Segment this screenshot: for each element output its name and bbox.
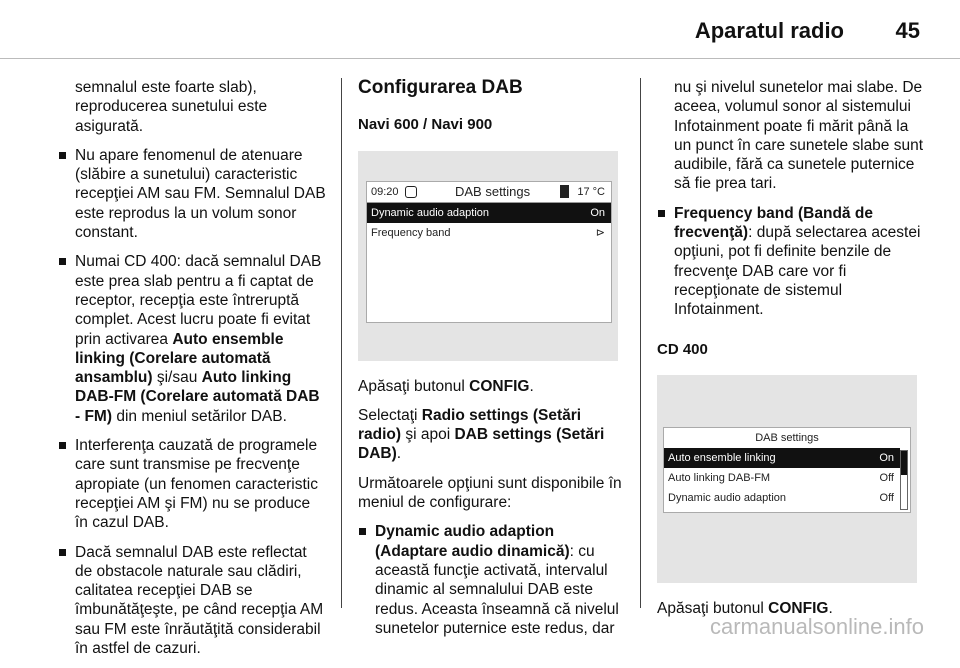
page-number: 45 [895, 18, 920, 43]
bullet-square-icon [59, 549, 66, 556]
column-divider [640, 78, 641, 608]
menu-name: Radio settings (Setări radio) [358, 406, 582, 444]
option-name: Auto linking DAB-FM (Corelare automată DAB - FM) [75, 369, 320, 425]
bullet-text: Numai CD 400: dacă semnalul DAB este prea slab pentru a fi captat de receptor, recepţia este întreruptă complet. Acest lucru poate fi evitat prin activarea [75, 253, 322, 348]
column-left [58, 78, 326, 668]
menu-row-label: Dynamic audio adaption [371, 206, 490, 219]
bullet-square-icon [59, 152, 66, 159]
menu-row-frequency-band[interactable] [367, 223, 611, 243]
navi-screen-illustration [358, 151, 618, 361]
menu-row-dynamic-audio[interactable] [664, 488, 900, 508]
paragraph-text: . [529, 377, 534, 395]
section-title: Aparatul radio [694, 18, 844, 43]
bullet-text: Interferenţa cauzată de programele care sunt transmise pe frecvenţe apropiate (un fenomen caracteristic recepţiei AM şi FM) nu se produce în cazul DAB. [75, 437, 318, 532]
page-header [0, 0, 960, 58]
paragraph-text: . [828, 599, 833, 617]
clock-text: 09:20 [371, 185, 399, 198]
bullet-item [58, 436, 326, 532]
menu-row-auto-ensemble[interactable] [664, 448, 900, 468]
menu-row-label: Frequency band [371, 226, 451, 239]
paragraph-text: . [396, 445, 402, 463]
bullet-square-icon [359, 528, 366, 535]
paragraph: Următoarele opţiuni sunt disponibile în meniul de configurare: [358, 474, 622, 512]
section-heading: Configurarea DAB [358, 77, 523, 98]
button-name: CONFIG [768, 599, 829, 617]
bullet-text: şi/sau [152, 369, 202, 387]
bullet-square-icon [59, 258, 66, 265]
paragraph-text: şi apoi [401, 426, 455, 444]
menu-row-value: Off [879, 471, 894, 484]
bullet-square-icon [658, 210, 665, 217]
page-footer [0, 610, 960, 642]
subsection-heading: CD 400 [657, 340, 708, 358]
continued-paragraph: semnalul este foarte slab), reproducerea sunetului este asigurată. [75, 79, 268, 135]
bullet-item [657, 204, 927, 320]
scrollbar-thumb[interactable] [901, 451, 907, 475]
phone-icon [560, 185, 569, 198]
continued-paragraph: nu şi nivelul sunetelor mai slabe. De aceea, volumul sonor al sistemului Infotainment poate fi mărit până la un punct în care sunetele slabe sunt audibile, fără ca sunetele puternice să fie prea tari. [674, 79, 924, 193]
menu-row-value: On [590, 206, 605, 219]
header-divider [0, 58, 960, 59]
column-right [657, 78, 927, 628]
bullet-item [58, 146, 326, 242]
menu-row-value: On [879, 451, 894, 464]
navi-display [366, 181, 612, 323]
menu-name: DAB settings (Setări DAB) [358, 426, 605, 463]
menu-row-label: Auto ensemble linking [668, 451, 776, 464]
cd400-display [663, 427, 911, 513]
watermark-text: carmanualsonline.info [709, 614, 924, 639]
option-name: Dynamic audio adaption (Adaptare audio dinamică) [375, 523, 570, 560]
paragraph-text: Apăsaţi butonul [657, 599, 769, 617]
bullet-text: din meniul setărilor DAB. [112, 407, 287, 425]
display-scrollbar[interactable] [900, 450, 908, 510]
bullet-text: : după selectarea acestei opţiuni, pot fi definite benzile de frecvenţe DAB care vor fi recepţionate de sistemul Infotainment. [674, 224, 921, 319]
bullet-text: : cu această funcţie activată, intervalul dinamic al semnalului DAB este redus. Aceasta înseamnă că nivelul sunetelor puternice este redus, dar [375, 542, 619, 637]
bullet-text: Dacă semnalul DAB este reflectat de obstacole naturale sau clădiri, calitatea recepţiei DAB se îmbunătăţeşte, pe când recepţia AM sau FM este înrăutăţită considerabil în astfel de cazuri. [75, 543, 324, 658]
refresh-icon [405, 186, 417, 198]
bullet-item [58, 252, 326, 426]
paragraph-text: Selectaţi [358, 406, 422, 424]
bullet-square-icon [59, 442, 66, 449]
paragraph-text: Apăsaţi butonul [358, 377, 470, 395]
option-name: Auto ensemble linking (Corelare automată ansamblu) [75, 330, 284, 387]
temperature-text: 17 °C [577, 185, 605, 198]
chevron-right-icon: ⊳ [595, 226, 605, 239]
column-divider [341, 78, 342, 608]
bullet-text: Nu apare fenomenul de atenuare (slăbire a sunetului) caracteristic recepţiei AM sau FM. Semnalul DAB este reprodus la un volum sonor constant. [75, 146, 326, 242]
menu-row-label: Auto linking DAB-FM [668, 471, 771, 484]
subsection-heading: Navi 600 / Navi 900 [358, 116, 493, 134]
menu-row-auto-linking[interactable] [664, 468, 900, 488]
option-name: Frequency band (Bandă de frecvenţă) [674, 204, 873, 242]
instruction-paragraph [358, 406, 624, 464]
menu-row-dynamic-audio[interactable] [367, 203, 611, 223]
menu-row-value: Off [879, 491, 894, 504]
cd400-screen-illustration [657, 375, 917, 583]
display-status-bar [367, 182, 611, 203]
instruction-paragraph [358, 377, 624, 396]
display-title: DAB settings [455, 183, 531, 199]
button-name: CONFIG [469, 377, 530, 395]
display-title: DAB settings [755, 431, 819, 444]
column-middle [358, 78, 624, 648]
menu-row-label: Dynamic audio adaption [668, 491, 787, 504]
